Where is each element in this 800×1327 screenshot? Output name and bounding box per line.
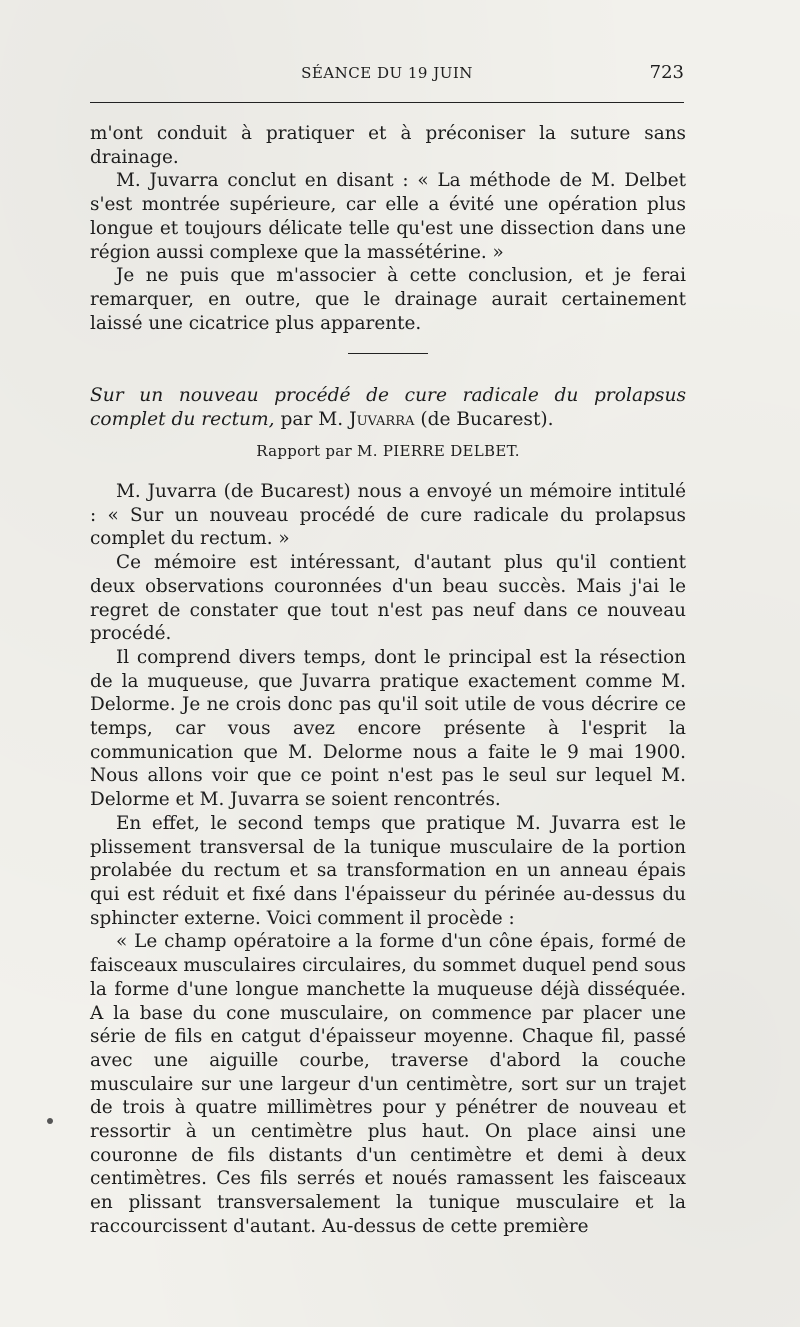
main-text [90, 122, 686, 1239]
paragraph: En effet, le second temps que pratique M. Juvarra est le plissement transversal de la tunique musculaire de la portion prolabée du rectum et sa transformation en un anneau épais qui est réduit et fixé dans l'épaisseur du périnée au-dessus du sphincter externe. Voici comment il procède : [90, 812, 686, 929]
paragraph: M. Juvarra (de Bucarest) nous a envoyé un mémoire intitulé : « Sur un nouveau procédé de cure radicale du prolapsus complet du rectum. » [90, 481, 686, 550]
article-author: Juvarra [349, 409, 415, 431]
paragraph: M. Juvarra conclut en disant : « La méthode de M. Delbet s'est montrée supérieure, car elle a évité une opération plus longue et toujours délicate telle qu'est une dissection dans une région aussi complexe que la massétérine. » [90, 170, 686, 263]
page-header [90, 60, 684, 88]
rapport-line: Rapport par M. PIERRE DELBET. [256, 442, 520, 461]
running-title: SÉANCE DU 19 JUIN [301, 64, 473, 82]
paragraph: Je ne puis que m'associer à cette conclusion, et je ferai remarquer, en outre, que le drainage aurait certainement laissé une cicatrice plus apparente. [90, 265, 686, 334]
margin-mark [47, 1118, 53, 1124]
article-title [90, 384, 686, 432]
article-title-italic: Sur un nouveau procédé de cure radicale du prolapsus complet du rectum, [90, 385, 686, 431]
paragraph: Ce mémoire est intéressant, d'autant plus qu'il contient deux observations couronnées d'un beau succès. Mais j'ai le regret de constater que tout n'est pas neuf dans ce nouveau procédé. [90, 552, 686, 645]
page-number: 723 [649, 62, 684, 83]
header-rule [90, 102, 684, 103]
section-separator [348, 353, 428, 354]
paragraph: Il comprend divers temps, dont le principal est la résection de la muqueuse, que Juvarra pratique exactement comme M. Delorme. Je ne crois donc pas qu'il soit utile de vous décrire ce temps, car vous avez encore présente à l'esprit la communication que M. Delorme nous a faite le 9 mai 1900. Nous allons voir que ce point n'est pas le seul sur lequel M. Delorme et M. Juvarra se soient rencontrés. [90, 646, 686, 811]
paragraph: « Le champ opératoire a la forme d'un cône épais, formé de faisceaux musculaires circulaires, du sommet duquel pend sous la forme d'une longue manchette la muqueuse déjà disséquée. A la base du cone musculaire, on commence par placer une série de fils en catgut d'épaisseur moyenne. Chaque fil, passé avec une aiguille courbe, traverse d'abord la couche musculaire sur une largeur d'un centimètre, sort sur un trajet de trois à quatre millimètres pour y pénétrer de nouveau et ressortir à un centimètre plus haut. On place ainsi une couronne de fils distants d'un centimètre et demi à deux centimètres. Ces fils serrés et noués ramassent les faisceaux en plissant transversalement la tunique musculaire et la raccourcissent d'autant. Au-dessus de cette première [90, 931, 686, 1237]
paragraph: m'ont conduit à pratiquer et à préconiser la suture sans drainage. [90, 123, 686, 168]
article-title-par: par M. [274, 409, 350, 431]
article-place: (de Bucarest). [414, 409, 554, 431]
